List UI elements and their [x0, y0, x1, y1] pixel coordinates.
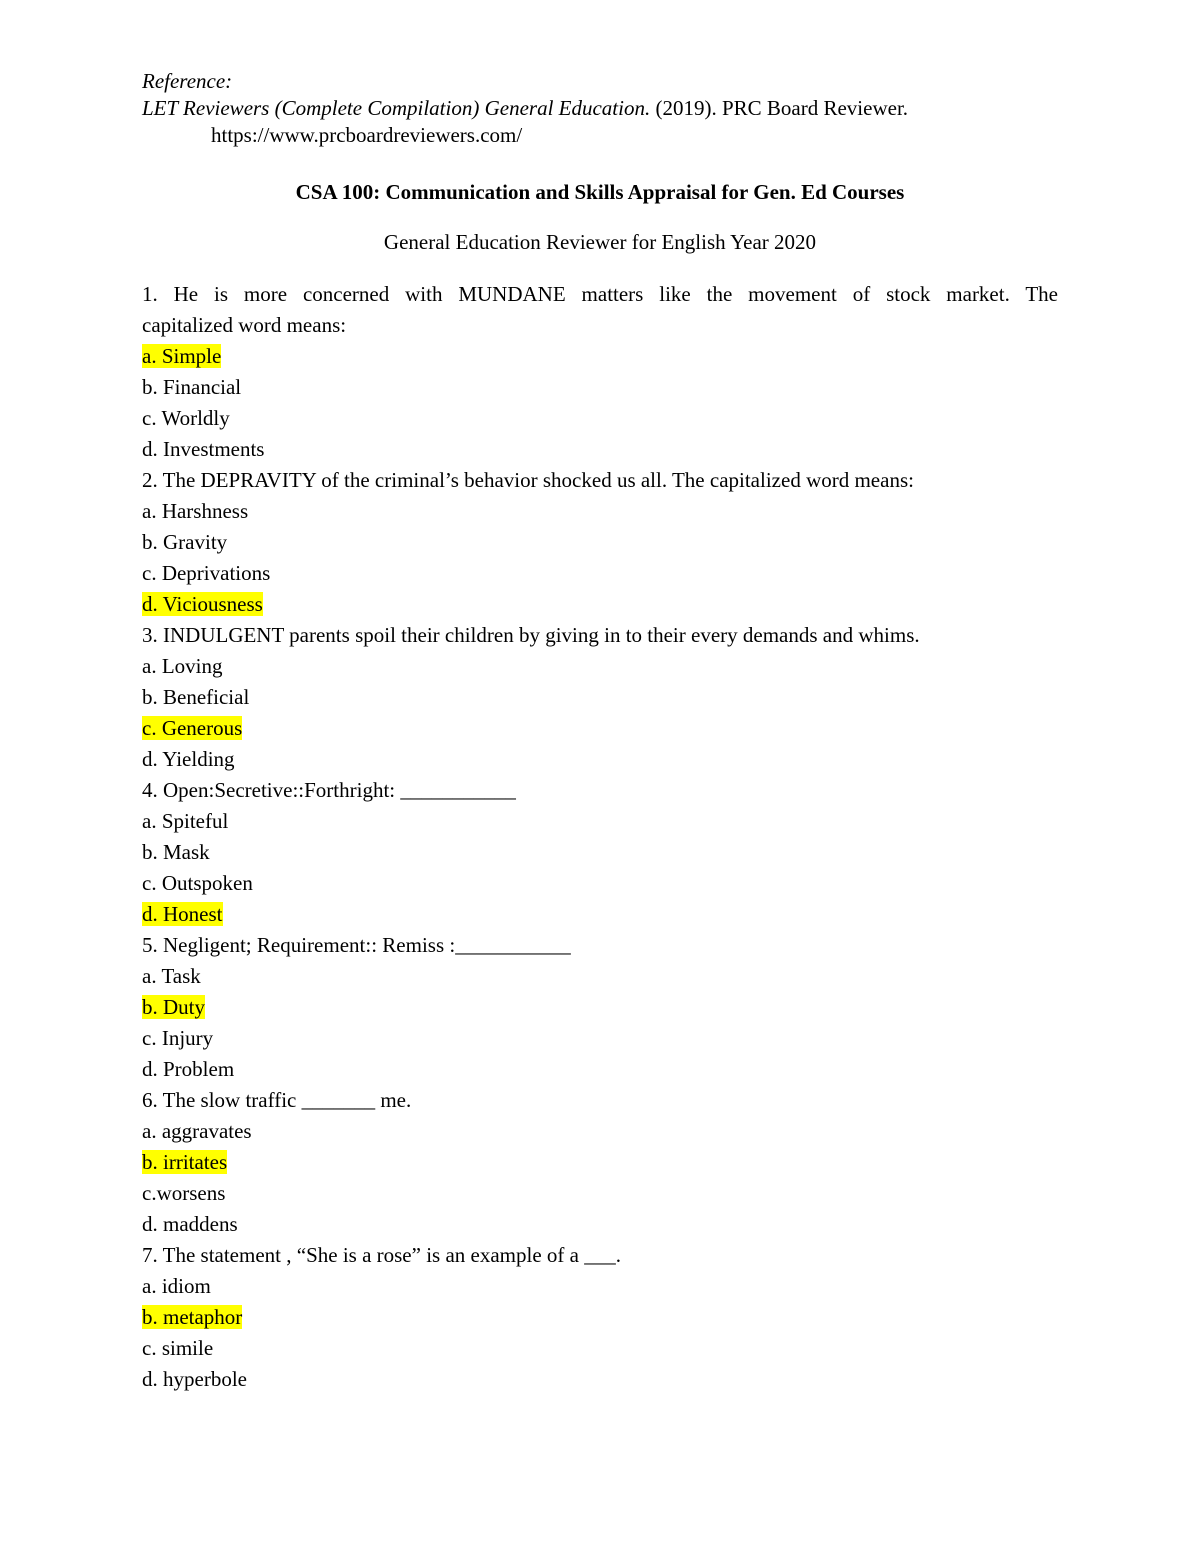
- question-5-option-a: a. Task: [142, 964, 201, 988]
- answer-highlight: b. metaphor: [142, 1305, 243, 1329]
- question-7-option-c: c. simile: [142, 1336, 214, 1360]
- question-1-option-d: d. Investments: [142, 437, 265, 461]
- question-6-option-d: d. maddens: [142, 1212, 238, 1236]
- answer-highlight: d. Viciousness: [142, 592, 263, 616]
- question-6-stem: 6. The slow traffic _______ me.: [142, 1088, 412, 1112]
- question-4-option-c: c. Outspoken: [142, 871, 253, 895]
- course-title: CSA 100: Communication and Skills Appraisal for Gen. Ed Courses: [295, 180, 905, 204]
- question-1-line-1: 1. He is more concerned with MUNDANE matters like the movement of stock market. The: [142, 282, 1058, 306]
- question-5-option-c: c. Injury: [142, 1026, 214, 1050]
- question-3-option-d: d. Yielding: [142, 747, 235, 771]
- answer-highlight: c. Generous: [142, 716, 243, 740]
- question-list: [142, 279, 1058, 1395]
- question-4-stem: 4. Open:Secretive::Forthright: ___________: [142, 778, 516, 802]
- question-6-option-b: [142, 1147, 1058, 1178]
- question-3-option-b: b. Beneficial: [142, 685, 250, 709]
- question-6-option-c: c.worsens: [142, 1181, 226, 1205]
- answer-highlight: b. Duty: [142, 995, 205, 1019]
- question-1-option-c: c. Worldly: [142, 406, 230, 430]
- question-3-stem: 3. INDULGENT parents spoil their children by giving in to their every demands and whims.: [142, 623, 920, 647]
- question-2-option-d: [142, 589, 1058, 620]
- question-7-stem: 7. The statement , “She is a rose” is an example of a ___.: [142, 1243, 621, 1267]
- answer-highlight: d. Honest: [142, 902, 223, 926]
- question-1-stem: [142, 279, 1058, 341]
- question-5-option-d: d. Problem: [142, 1057, 235, 1081]
- reviewer-subtitle: General Education Reviewer for English Year 2020: [383, 230, 817, 254]
- question-7-option-d: d. hyperbole: [142, 1367, 247, 1391]
- question-5-option-b: [142, 992, 1058, 1023]
- answer-highlight: a. Simple: [142, 344, 222, 368]
- question-4-option-d: [142, 899, 1058, 930]
- reference-url: https://www.prcboardreviewers.com/: [211, 123, 523, 147]
- reference-block: [142, 68, 1082, 149]
- question-1-option-b: b. Financial: [142, 375, 242, 399]
- question-2-option-b: b. Gravity: [142, 530, 228, 554]
- reference-label: Reference:: [142, 69, 233, 93]
- question-2-option-c: c. Deprivations: [142, 561, 271, 585]
- citation-title: LET Reviewers (Complete Compilation) General Education.: [142, 96, 651, 120]
- question-2-option-a: a. Harshness: [142, 499, 249, 523]
- question-7-option-a: a. idiom: [142, 1274, 211, 1298]
- question-4-option-a: a. Spiteful: [142, 809, 229, 833]
- citation-details: (2019). PRC Board Reviewer.: [650, 96, 909, 120]
- question-3-option-c: [142, 713, 1058, 744]
- question-7-option-b: [142, 1302, 1058, 1333]
- question-6-option-a: a. aggravates: [142, 1119, 252, 1143]
- question-1-option-a: [142, 341, 1058, 372]
- answer-highlight: b. irritates: [142, 1150, 228, 1174]
- question-3-option-a: a. Loving: [142, 654, 223, 678]
- question-1-line-2: capitalized word means:: [142, 313, 347, 337]
- question-2-stem: 2. The DEPRAVITY of the criminal’s behavior shocked us all. The capitalized word means:: [142, 468, 914, 492]
- question-5-stem: 5. Negligent; Requirement:: Remiss :___________: [142, 933, 571, 957]
- question-4-option-b: b. Mask: [142, 840, 210, 864]
